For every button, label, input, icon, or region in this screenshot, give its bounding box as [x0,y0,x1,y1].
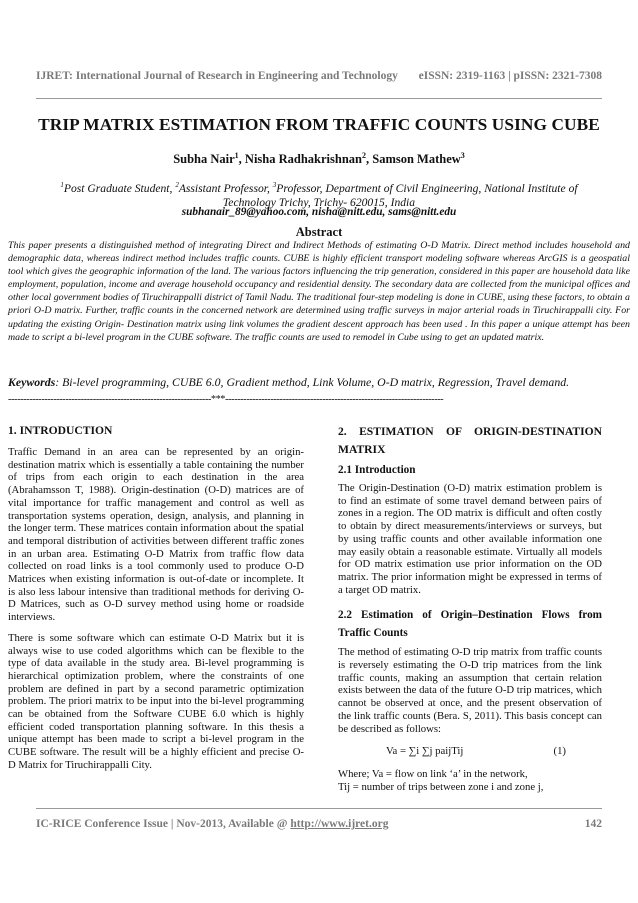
estimation-paragraph-1: The Origin-Destination (O-D) matrix estimation problem is to find an estimate of some travel demand between pairs of zones in a region. The OD matrix is difficult and often costly to obtain by direct measurements/interviews or surveys, but by using traffic counts and other available information one may easily obtain a reasonable estimate. Virtually all models for OD matrix estimation use prior information on the OD matrix. The prior information might be expressed in terms of a target OD matrix. [338,482,602,596]
affil-text: Professor, Department of Civil Engineering, National Institute of Technology Trichy, Trichy- 620015, India [222,181,578,209]
footer-divider [36,808,602,809]
journal-link[interactable]: http://www.ijret.org [290,818,389,830]
estimation-paragraph-2: The method of estimating O-D trip matrix from traffic counts is reversely estimating the O-D trip matrices from the link traffic counts, making an assumption that certain relation exists between the data of the future O-D trip matrices, which cannot be observed at once, and the present observation of the link traffic counts (Bera. S, 2011). This basis concept can be described as follows: [338,646,602,735]
page-footer [36,818,602,830]
header-divider [36,98,602,99]
keywords-label: Keywords [8,375,56,389]
affil-sup: 2 [175,181,179,189]
abstract-heading: Abstract [295,225,343,239]
section-heading-estimation: 2. ESTIMATION OF ORIGIN-DESTINATION MATRIX [338,425,602,456]
subsection-heading-2-1: 2.1 Introduction [338,464,416,476]
author-name: Subha Nair [173,152,235,167]
page-header [36,70,602,82]
where-line-1: Where; Va = flow on link ‘a’ in the network, [338,767,528,780]
subsection-heading-2-2: 2.2 Estimation of Origin–Destination Flows from Traffic Counts [338,609,602,640]
section-separator: -------------------------------------------------------------------***------------------------------------------------------------------------ [8,394,444,405]
footer-info [36,818,388,830]
page-number: 142 [584,818,602,830]
keywords-text: : Bi-level programming, CUBE 6.0, Gradient method, Link Volume, O-D matrix, Regression, Travel demand. [55,375,570,389]
where-line-2: Tij = number of trips between zone i and zone j, [338,780,544,793]
footer-text: IC-RICE Conference Issue | Nov-2013, Available @ [36,818,291,830]
abstract-text: This paper presents a distinguished method of integrating Direct and Indirect Methods of estimating O-D Matrix. Direct method includes household and demographic data, whereas indirect method includes traffic counts. CUBE is highly efficient transport modeling software whereas ArcGIS is a geospatial tool which gives the geographic information of the land. The various factors influencing the trip generation, considered in this paper are household data like employment, population, income and average household occupancy and residential density. The secondary data are collected from the municipal offices and other local government bodies of Tiruchirappalli district of Tamil Nadu. The traditional four-step modeling is done in CUBE, using these factors, to obtain a priori O-D matrix. Further, traffic counts in the concerned network are determined using traffic surveys in major arterial roads in Tiruchirappalli city. For updating the existing Origin- Destination matrix using link volumes the gradient descent approach has been used . In this paper a unique attempt has been made to script a bi-level program in the CUBE software. The traffic counts are used to remodel in Cube using to get an updated matrix. [8,240,630,343]
keywords [8,375,630,390]
affil-text: Assistant Professor, [178,181,273,195]
affil-sup: 3 [272,181,277,189]
equation-number: (1) [553,745,566,758]
author-list [20,151,618,167]
section-heading-introduction: 1. INTRODUCTION [8,424,113,437]
author-sup: 1 [234,151,239,160]
equation-text: Va = ∑i ∑j paijTij [386,745,464,758]
right-column [338,423,602,793]
intro-paragraph-2: There is some software which can estimate O-D Matrix but it is always wise to use coded algorithms which can be flexible to the type of data available in the study area. Bi-level programming is hierarchical optimization problem, where the constraints of one problem are defined in part by a second parametric optimization problem. The priori matrix to be input into the bi-level programming can be obtained from the Software CUBE 6.0 which is highly efficient coded transportation planning software. In this thesis a unique attempt has been made to script a bi-level program in the CUBE software. The result will be a highly efficient and precise O-D Matrix for Tiruchirappalli City. [8,631,304,771]
equation-1 [338,745,602,758]
author-sup: 2 [362,151,366,160]
author-emails: subhanair_89@yahoo.com, nisha@nitt.edu, sams@nitt.edu [181,206,457,218]
affil-text: Post Graduate Student, [63,181,176,195]
author-name: , Nisha Radhakrishnan [238,152,362,167]
author-sup: 3 [460,151,465,160]
author-name: , Samson Mathew [366,152,461,167]
affil-sup: 1 [60,181,64,189]
journal-name: IJRET: International Journal of Research in Engineering and Technology [36,70,398,82]
intro-paragraph-1: Traffic Demand in an area can be represented by an origin-destination matrix which is essentially a table containing the number of trips from each origin to each destination in the area (Abrahamsson T, 1988). Origin-destination (O-D) matrices are of vital importance for traffic management and control as well as transportation systems operation, design, analysis, and planning in the longer term. These matrices contain information about the spatial and temporal distribution of activities between different traffic zones in an urban area. Estimating O-D Matrix from traffic flow data collected on road links is a tool commonly used to produce O-D Matrices when existing information is out-of-date or incomplete. It is also less labour intensive than traditional methods for deriving O-D Matrices, such as O-D survey method using home or roadside interviews. [8,446,304,624]
issn: eISSN: 2319-1163 | pISSN: 2321-7308 [418,70,602,82]
left-column [8,423,304,772]
paper-title: TRIP MATRIX ESTIMATION FROM TRAFFIC COUNTS USING CUBE [38,115,600,134]
